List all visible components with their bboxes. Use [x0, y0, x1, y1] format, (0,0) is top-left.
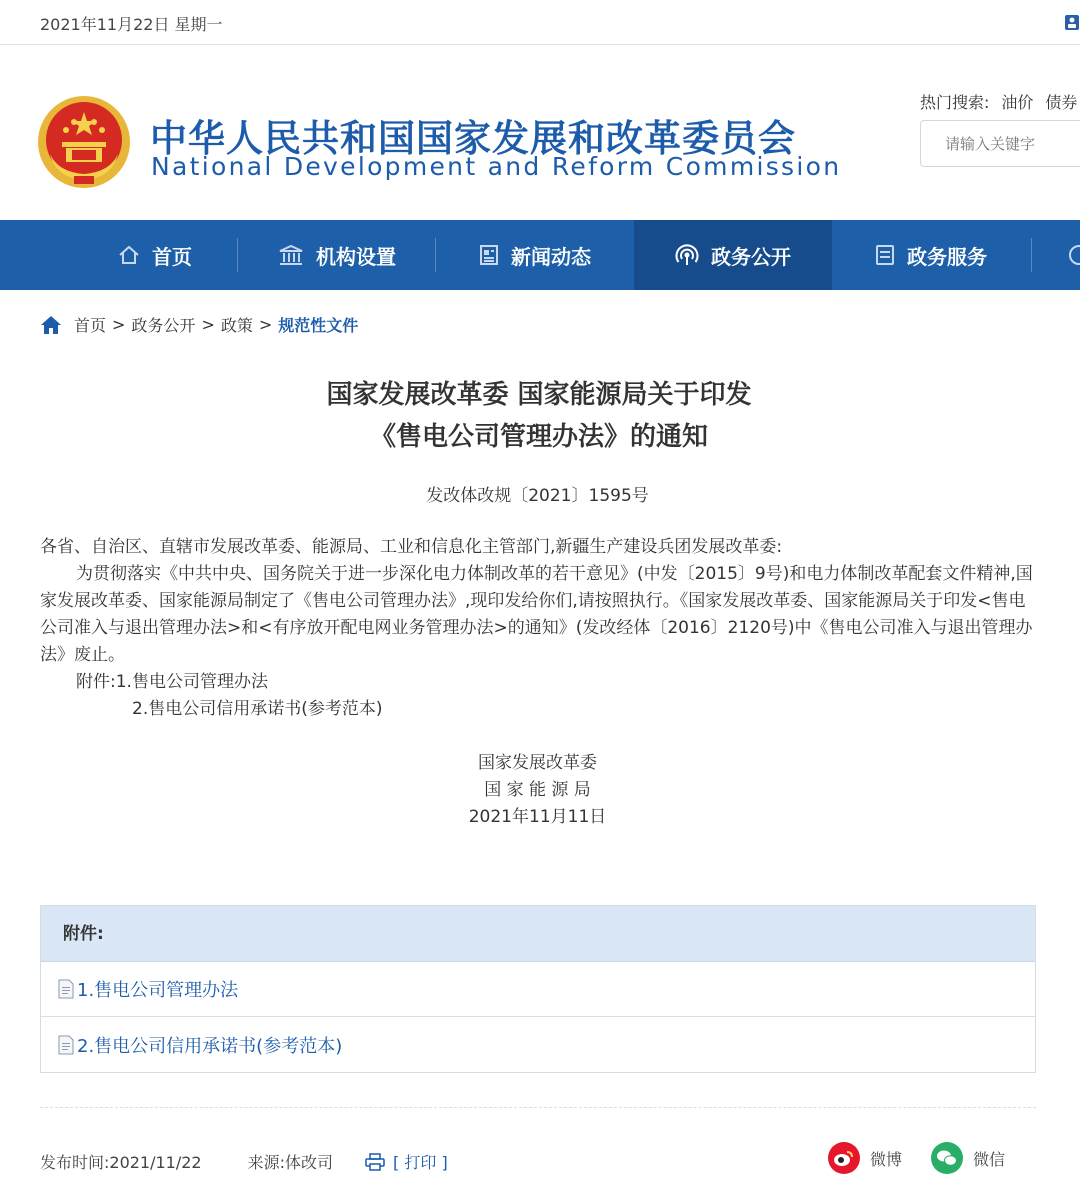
document-icon — [57, 1035, 75, 1055]
nav-separator — [1031, 238, 1032, 272]
print-label[interactable]: [ 打印 ] — [393, 1153, 448, 1172]
nav-item-institutions[interactable] — [238, 220, 436, 290]
hot-search-label: 热门搜索: — [920, 93, 990, 112]
signature-org: 国家发展改革委 — [478, 753, 597, 773]
addressee: 各省、自治区、直辖市发展改革委、能源局、工业和信息化主管部门,新疆生产建设兵团发展改革委: — [40, 537, 783, 557]
nav-label: 政务服务 — [907, 244, 987, 269]
institution-icon — [278, 244, 304, 266]
home-icon — [118, 244, 140, 266]
share-wechat-button[interactable] — [931, 1142, 1005, 1174]
more-nav-icon[interactable] — [1068, 244, 1080, 266]
article-footer — [40, 1150, 448, 1173]
breadcrumb-separator: > — [112, 315, 126, 334]
nav-label: 机构设置 — [316, 244, 396, 269]
attachment-line: 2.售电公司信用承诺书(参考范本) — [132, 699, 383, 719]
signature-date: 2021年11月11日 — [468, 807, 607, 827]
article-paragraph: 为贯彻落实《中共中央、国务院关于进一步深化电力体制改革的若干意见》(中发〔2015〕9号)和电力体制改革配套文件精神,国家发展改革委、国家能源局制定了《售电公司管理办法》,现印发给你们,请按照执行。《国家发展改革委、国家能源局关于印发<售电公司准入与退出管理办法>和<有序放开配电网业务管理办法>的通知》(发改经体〔2016〕2120号)中《售电公司准入与退出管理办法》废止。 — [40, 564, 1033, 665]
nav-item-government-affairs[interactable] — [634, 220, 832, 290]
site-title-cn[interactable]: 中华人民共和国国家发展和改革委员会 — [150, 117, 796, 160]
hot-search — [920, 90, 1080, 113]
wechat-icon — [931, 1142, 963, 1174]
breadcrumb-item-government-affairs[interactable]: 政务公开 — [131, 316, 196, 335]
nav-label: 首页 — [152, 244, 192, 269]
share-weibo-button[interactable] — [828, 1142, 902, 1174]
article-title — [0, 374, 1078, 458]
main-nav — [0, 220, 1080, 290]
nav-item-services[interactable] — [832, 220, 1030, 290]
publish-time: 发布时间:2021/11/22 — [40, 1153, 202, 1172]
hot-search-term[interactable]: 债券 — [1045, 93, 1078, 112]
attachment-link-label[interactable]: 2.售电公司信用承诺书(参考范本) — [77, 1035, 343, 1057]
weibo-icon — [828, 1142, 860, 1174]
search-box — [920, 120, 1080, 167]
home-icon[interactable] — [40, 315, 62, 335]
wechat-label: 微信 — [973, 1149, 1006, 1169]
article-body — [40, 534, 1040, 723]
signature-block — [0, 750, 1075, 831]
top-bar — [0, 0, 1080, 45]
document-number: 发改体改规〔2021〕1595号 — [426, 486, 649, 506]
breadcrumb-separator: > — [258, 315, 273, 334]
source: 来源:体改司 — [247, 1153, 334, 1172]
document-icon — [57, 979, 75, 999]
attachment-link[interactable] — [41, 1017, 1035, 1072]
attachment-line: 附件:1.售电公司管理办法 — [76, 672, 268, 692]
signature-org: 国 家 能 源 局 — [484, 780, 591, 800]
service-icon — [875, 244, 895, 266]
nav-item-news[interactable] — [436, 220, 634, 290]
broadcast-icon — [675, 244, 699, 266]
nav-label: 政务公开 — [711, 244, 791, 269]
attachments-panel — [40, 905, 1036, 1073]
accessibility-icon[interactable] — [1064, 14, 1080, 31]
weibo-label: 微博 — [870, 1149, 903, 1169]
print-button[interactable] — [365, 1150, 448, 1173]
news-icon — [479, 244, 499, 266]
divider — [40, 1107, 1036, 1108]
site-title-en[interactable]: National Development and Reform Commission — [151, 152, 842, 181]
current-date: 2021年11月22日 星期一 — [40, 15, 223, 34]
attachment-link[interactable] — [41, 962, 1035, 1017]
national-emblem-icon[interactable] — [36, 94, 132, 190]
breadcrumb-item-policy[interactable]: 政策 — [220, 316, 253, 335]
breadcrumb-item-home[interactable]: 首页 — [74, 316, 107, 335]
attachment-link-label[interactable]: 1.售电公司管理办法 — [77, 980, 239, 1001]
printer-icon — [365, 1153, 385, 1171]
search-input[interactable] — [921, 121, 1071, 166]
site-header — [0, 46, 1080, 220]
nav-item-home[interactable] — [56, 220, 254, 290]
article-title-line2: 《售电公司管理办法》的通知 — [369, 422, 708, 452]
hot-search-term[interactable]: 油价 — [1001, 93, 1034, 112]
article-title-line1: 国家发展改革委 国家能源局关于印发 — [326, 380, 752, 410]
breadcrumb-item-current[interactable]: 规范性文件 — [278, 316, 359, 335]
breadcrumb-separator: > — [201, 315, 215, 334]
breadcrumb — [40, 313, 358, 336]
attachments-header: 附件: — [41, 906, 1035, 962]
nav-label: 新闻动态 — [511, 244, 591, 269]
